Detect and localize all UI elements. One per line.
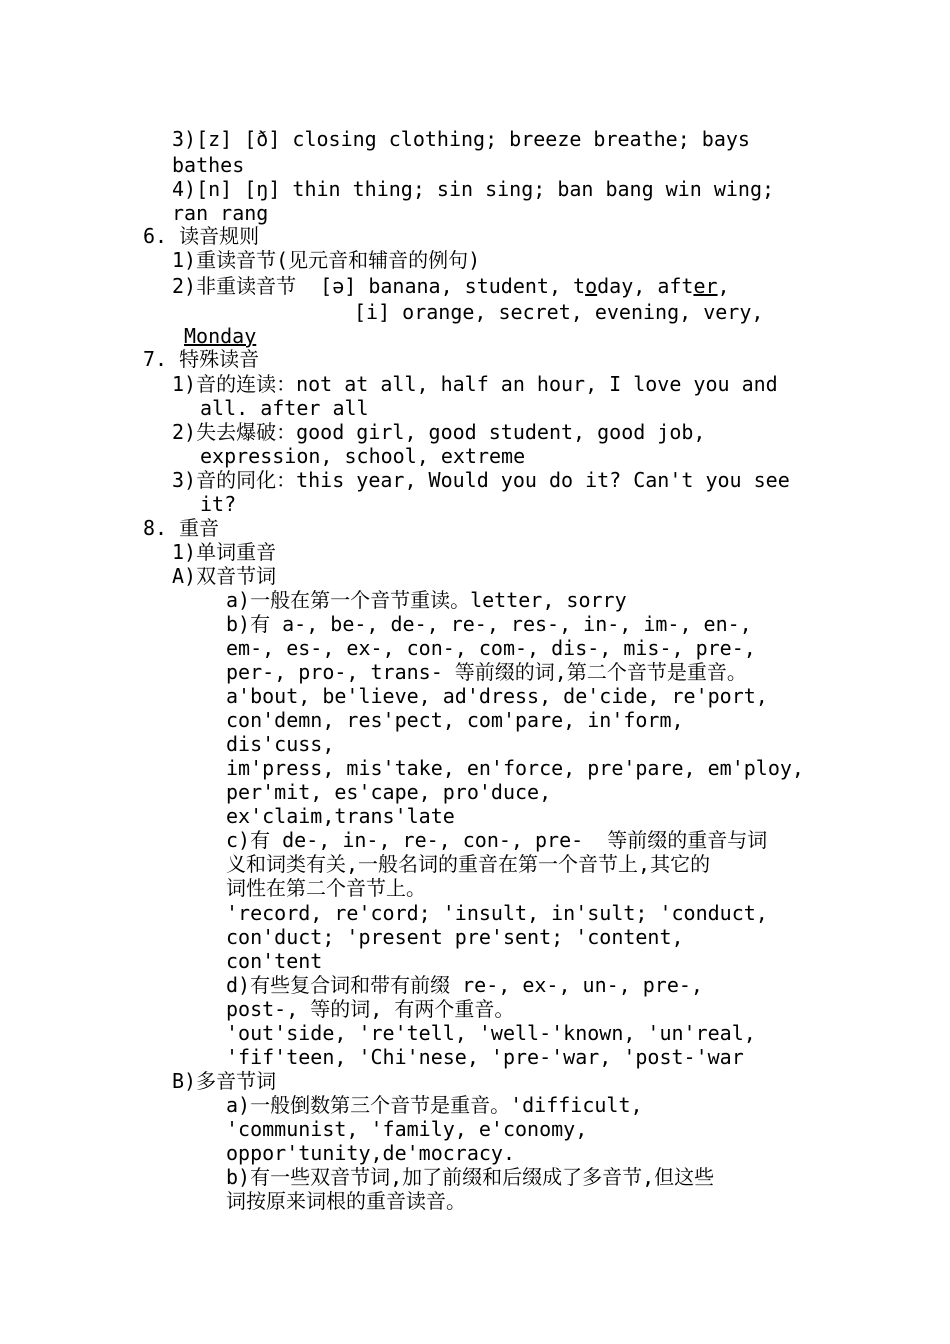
- text-line: b)有一些双音节词,加了前缀和后缀成了多音节,但这些: [226, 1165, 715, 1189]
- text-line: im'press, mis'take, en'force, pre'pare, em'ploy,: [226, 756, 804, 780]
- text-line: all. after all: [200, 396, 369, 420]
- text-line: 1)重读音节(见元音和辅音的例句): [172, 248, 481, 272]
- section-heading: 6. 读音规则: [143, 224, 260, 248]
- text-line: bathes: [172, 153, 245, 177]
- text-line: con'tent: [226, 949, 323, 973]
- text-line: 词按原来词根的重音读音。: [226, 1189, 466, 1213]
- text-line: dis'cuss,: [226, 732, 335, 756]
- text-line: 'out'side, 're'tell, 'well-'known, 'un'real,: [226, 1021, 756, 1045]
- text-line: 4)[n] [ŋ] thin thing; sin sing; ban bang win wing;: [172, 177, 775, 201]
- text-line: 'record, re'cord; 'insult, in'sult; 'conduct,: [226, 901, 768, 925]
- text-line: expression, school, extreme: [200, 444, 526, 468]
- text-segment: day, aft: [597, 274, 694, 298]
- text-line: 词性在第二个音节上。: [226, 876, 426, 900]
- text-line: per-, pro-, trans- 等前缀的词,第二个音节是重音。: [226, 660, 747, 684]
- text-line: post-, 等的词, 有两个重音。: [226, 997, 515, 1021]
- text-line: ex'claim,trans'late: [226, 804, 455, 828]
- text-line: B)多音节词: [172, 1069, 277, 1093]
- text-line: per'mit, es'cape, pro'duce,: [226, 780, 552, 804]
- text-line: [172, 274, 730, 298]
- text-line: ran rang: [172, 201, 269, 225]
- text-segment: ,: [717, 274, 730, 298]
- text-line: d)有些复合词和带有前缀 re-, ex-, un-, pre-,: [226, 973, 703, 997]
- text-line: a)一般在第一个音节重读。letter, sorry: [226, 588, 627, 612]
- text-line: a'bout, be'lieve, ad'dress, de'cide, re'port,: [226, 684, 768, 708]
- text-line: Monday: [184, 324, 257, 348]
- underlined-segment: er: [693, 274, 718, 298]
- underlined-segment: o: [585, 274, 598, 298]
- text-line: con'demn, res'pect, com'pare, in'form,: [226, 708, 684, 732]
- text-line: 2)失去爆破：good girl, good student, good job,: [172, 420, 706, 444]
- text-line: 义和词类有关,一般名词的重音在第一个音节上,其它的: [226, 852, 711, 876]
- text-line: 'fif'teen, 'Chi'nese, 'pre-'war, 'post-'war: [226, 1045, 744, 1069]
- text-line: em-, es-, ex-, con-, com-, dis-, mis-, pre-,: [226, 636, 756, 660]
- section-heading: 8. 重音: [143, 516, 220, 540]
- text-line: 3)音的同化：this year, Would you do it? Can't you see: [172, 468, 790, 492]
- text-line: 1)单词重音: [172, 540, 277, 564]
- section-heading: 7. 特殊读音: [143, 347, 260, 371]
- text-line: c)有 de-, in-, re-, con-, pre- 等前缀的重音与词: [226, 828, 768, 852]
- text-line: 1)音的连读：not at all, half an hour, I love you and: [172, 372, 778, 396]
- text-line: [i] orange, secret, evening, very,: [354, 300, 764, 324]
- text-line: oppor'tunity,de'mocracy.: [226, 1141, 515, 1165]
- text-segment: 2)非重读音节 [ə] banana, student, t: [172, 274, 586, 298]
- text-line: a)一般倒数第三个音节是重音。'difficult,: [226, 1093, 643, 1117]
- text-line: A)双音节词: [172, 564, 277, 588]
- text-line: it?: [200, 492, 237, 516]
- text-line: b)有 a-, be-, de-, re-, res-, in-, im-, en-,: [226, 612, 752, 636]
- text-line: con'duct; 'present pre'sent; 'content,: [226, 925, 684, 949]
- text-line: 'communist, 'family, e'conomy,: [226, 1117, 588, 1141]
- text-line: 3)[z] [ð] closing clothing; breeze breathe; bays: [172, 127, 750, 151]
